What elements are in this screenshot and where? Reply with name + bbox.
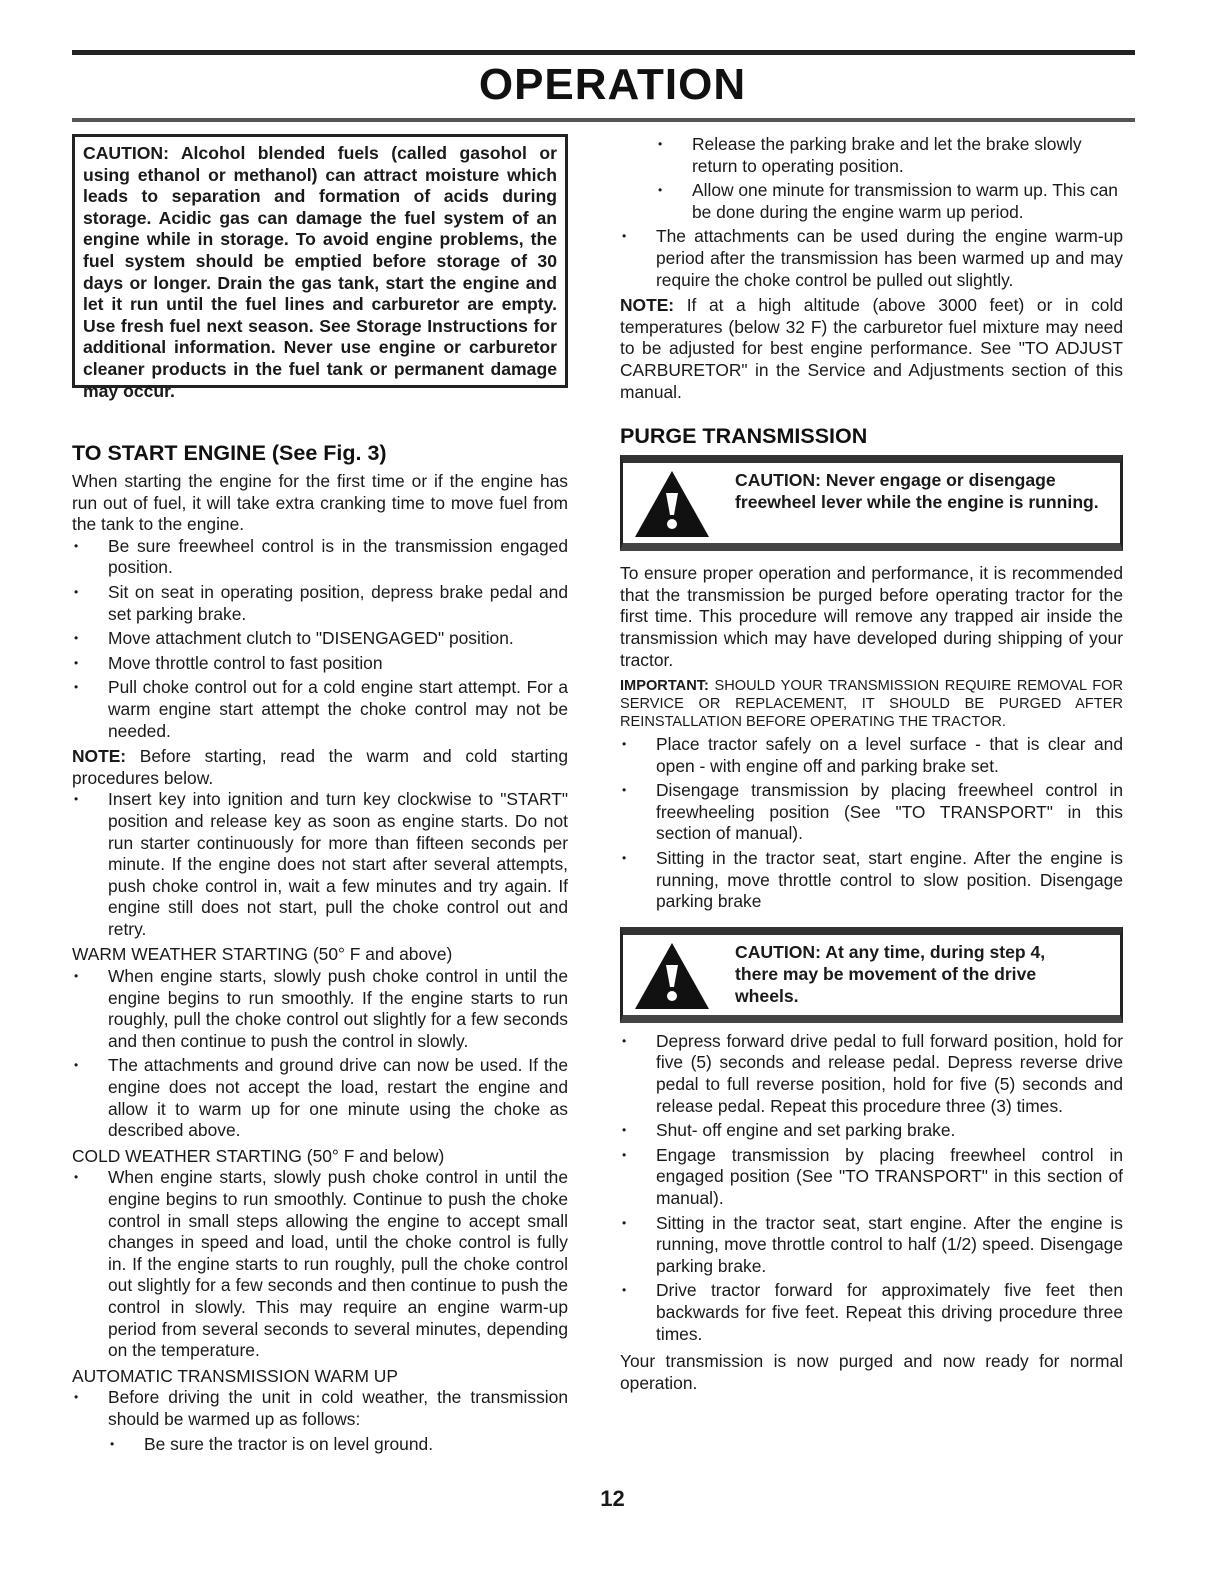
drive-wheels-caution-text: CAUTION: At any time, during step 4, there may be movement of the drive wheels. xyxy=(735,941,1046,1006)
freewheel-caution-box xyxy=(620,455,1123,551)
warm-bullet: • When engine starts, slowly push choke control in until the engine begins to run smoothly. If the engine starts to run roughly, pull the choke control out slightly for a few seconds and then continue to push the control in slowly. xyxy=(72,966,568,1052)
start-bullet: • Sit on seat in operating position, depress brake pedal and set parking brake. xyxy=(72,582,568,625)
purge-bullet: • Engage transmission by placing freewheel control in engaged position (See "TO TRANSPORT" in this section of manual). xyxy=(620,1145,1123,1210)
note-label: NOTE: xyxy=(72,746,127,767)
important-label: IMPORTANT: xyxy=(620,678,709,695)
note-altitude xyxy=(620,295,1123,403)
page-title: OPERATION xyxy=(478,60,747,109)
important-notice xyxy=(620,677,1123,731)
start-bullet: • Be sure freewheel control is in the transmission engaged position. xyxy=(72,536,568,579)
left-column xyxy=(72,134,568,1455)
note-text: If at a high altitude (above 3000 feet) or in cold temperatures (below 32 F) the carburetor fuel mixture may need to be adjusted for best engine performance. See "TO ADJUST CARBURETOR" in the Service and Adjustments section of this manual. xyxy=(620,295,1123,402)
cold-bullet: • When engine starts, slowly push choke control in until the engine begins to run smoothly. Continue to push the choke control in small steps allowing the engine to accept small changes in speed and load, until the choke control is fully in. If the engine starts to run roughly, pull the choke control out slightly for a few seconds and then continue to push the control in slowly. This may require an engine warm-up period from several seconds to several minutes, depending on the temperature. xyxy=(72,1167,568,1361)
warm-bullet: • The attachments and ground drive can now be used. If the engine does not accept the load, restart the engine and allow it to warm up for one minute using the choke as described above. xyxy=(72,1055,568,1141)
fuel-caution-box xyxy=(72,134,568,401)
auto-transmission-heading: AUTOMATIC TRANSMISSION WARM UP xyxy=(72,1365,398,1386)
note-label: NOTE: xyxy=(620,295,675,316)
purge-bullet: • Disengage transmission by placing freewheel control in freewheeling position (See "TO TRANSPORT" in this section of manual). xyxy=(620,780,1123,845)
auto-sub-bullet: • Release the parking brake and let the brake slowly return to operating position. xyxy=(620,134,1123,177)
closing-text: Your transmission is now purged and now ready for normal operation. xyxy=(620,1351,1123,1393)
auto-sub-bullet: • Be sure the tractor is on level ground. xyxy=(72,1434,568,1456)
ignition-bullet: • Insert key into ignition and turn key clockwise to "START" position and release key as soon as engine starts. Do not run starter continuously for more than fifteen seconds per minute. If the engine does not start after several attempts, push choke control in, wait a few minutes and try again. If engine still does not start, pull the choke control out and retry. xyxy=(72,789,568,940)
cold-weather-heading: COLD WEATHER STARTING (50° F and below) xyxy=(72,1145,445,1166)
drive-wheels-caution-box xyxy=(620,927,1123,1023)
start-bullet: • Move throttle control to fast position xyxy=(72,653,568,675)
warning-triangle-icon xyxy=(633,469,711,539)
right-column xyxy=(620,134,1123,1394)
start-bullet: • Pull choke control out for a cold engine start attempt. For a warm engine start attempt the choke control may not be needed. xyxy=(72,677,568,742)
purge-transmission-heading: PURGE TRANSMISSION xyxy=(620,424,868,449)
purge-bullet: • Drive tractor forward for approximately five feet then backwards for five feet. Repeat this driving procedure three times. xyxy=(620,1280,1123,1345)
auto-bullet: • Before driving the unit in cold weather, the transmission should be warmed up as follows: xyxy=(72,1387,568,1430)
start-intro: When starting the engine for the first time or if the engine has run out of fuel, it will take extra cranking time to move fuel from the tank to the engine. xyxy=(72,471,568,535)
purge-bullet: • Depress forward drive pedal to full forward position, hold for five (5) seconds and release pedal. Depress reverse drive pedal to full reverse position, hold for five (5) seconds and release pedal. Repeat this procedure three (3) times. xyxy=(620,1031,1123,1117)
warm-weather-heading: WARM WEATHER STARTING (50° F and above) xyxy=(72,944,453,965)
purge-bullet: • Sitting in the tractor seat, start engine. After the engine is running, move throttle control to half (1/2) speed. Disengage parking brake. xyxy=(620,1213,1123,1278)
purge-intro: To ensure proper operation and performance, it is recommended that the transmission be purged before operating tractor for the first time. This procedure will remove any trapped air inside the transmission which may have developed during shipping of your tractor. xyxy=(620,563,1123,670)
purge-bullet: • Place tractor safely on a level surface - that is clear and open - with engine off and parking brake set. xyxy=(620,734,1123,777)
warning-triangle-icon xyxy=(633,941,711,1011)
attachments-bullet: • The attachments can be used during the engine warm-up period after the transmission has been warmed up and may require the choke control be pulled out slightly. xyxy=(620,226,1123,291)
page-number: 12 xyxy=(600,1486,625,1511)
title-underline xyxy=(72,118,1135,122)
important-text: SHOULD YOUR TRANSMISSION REQUIRE REMOVAL FOR SERVICE OR REPLACEMENT, IT SHOULD BE PURGED AFTER REINSTALLATION BEFORE OPERATING THE TRACTOR. xyxy=(620,678,1123,731)
start-bullet: • Move attachment clutch to "DISENGAGED" position. xyxy=(72,628,568,650)
auto-sub-bullet: • Allow one minute for transmission to warm up. This can be done during the engine warm up period. xyxy=(620,180,1123,223)
note-text: Before starting, read the warm and cold starting procedures below. xyxy=(72,746,568,788)
freewheel-caution-text: CAUTION: Never engage or disengage freewheel lever while the engine is running. xyxy=(735,470,1099,513)
fuel-caution-text: CAUTION: Alcohol blended fuels (called gasohol or using ethanol or methanol) can attract moisture which leads to separation and formation of acids during storage. Acidic gas can damage the fuel system of an engine while in storage. To avoid engine problems, the fuel system should be emptied before storage of 30 days or longer. Drain the gas tank, start the engine and let it run until the fuel lines and carburetor are empty. Use fresh fuel next season. See Storage Instructions for additional information. Never use engine or carburetor cleaner products in the fuel tank or permanent damage may occur. xyxy=(83,143,557,401)
purge-bullet: • Shut- off engine and set parking brake. xyxy=(620,1120,1123,1142)
start-engine-heading: TO START ENGINE (See Fig. 3) xyxy=(72,441,387,465)
purge-bullet: • Sitting in the tractor seat, start engine. After the engine is running, move throttle control to slow position. Disengage parking brake xyxy=(620,848,1123,913)
note-start xyxy=(72,746,568,789)
top-rule xyxy=(72,50,1135,55)
